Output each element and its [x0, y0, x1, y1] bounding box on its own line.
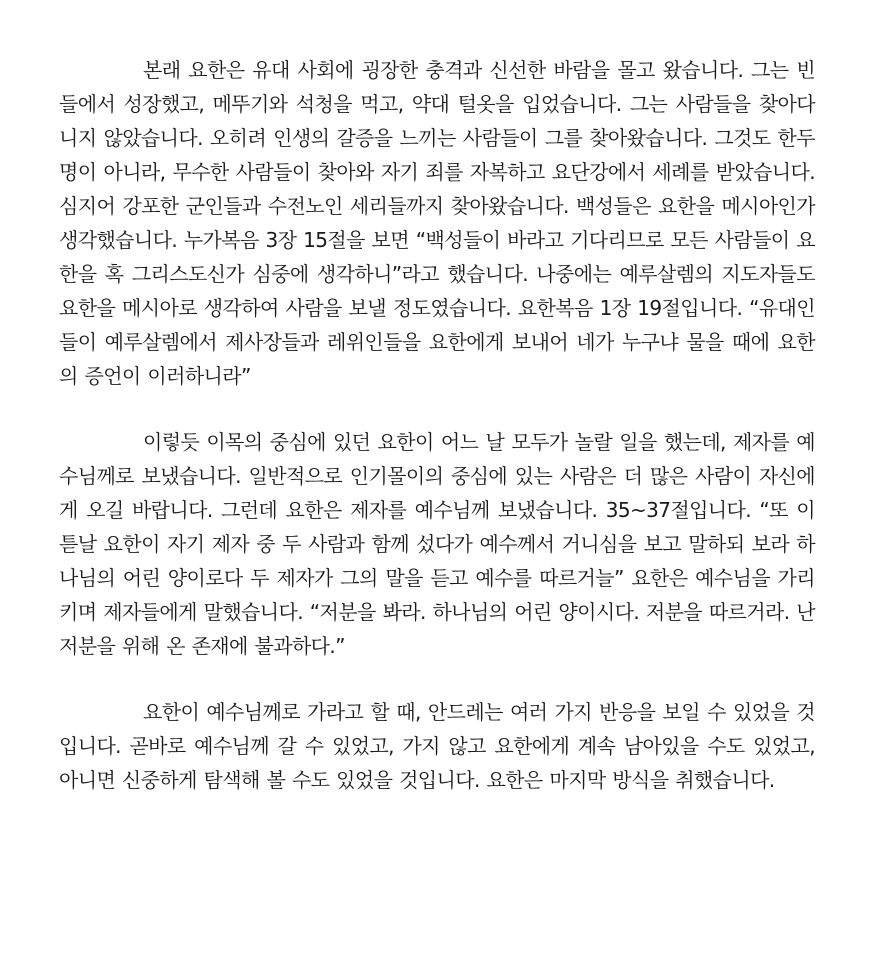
paragraph-1: 본래 요한은 유대 사회에 굉장한 충격과 신선한 바람을 몰고 왔습니다. 그는 빈 들에서 성장했고, 메뚜기와 석청을 먹고, 약대 털옷을 입었습니다. 그는 사람들을 찾아다니지 않았습니다. 오히려 인생의 갈증을 느끼는 사람들이 그를 찾아왔습니다. 그것도 한두 명이 아니라, 무수한 사람들이 찾아와 자기 죄를 자복하고 요단강에서 세례를 받았습니다. 심지어 강포한 군인들과 수전노인 세리들까지 찾아왔습니다. 백성들은 요한을 메시아인가 생각했습니다. 누가복음 3장 15절을 보면 “백성들이 바라고 기다리므로 모든 사람들이 요한을 혹 그리스도신가 심중에 생각하니”라고 했습니다. 나중에는 예루살렘의 지도자들도 요한을 메시아로 생각하여 사람을 보낼 정도였습니다. 요한복음 1장 19절입니다. “유대인들이 예루살렘에서 제사장들과 레위인들을 요한에게 보내어 네가 누구냐 물을 때에 요한의 증언이 이러하니라”: [59, 58, 815, 388]
document-page: [59, 53, 815, 797]
paragraph-3: 요한이 예수님께로 가라고 할 때, 안드레는 여러 가지 반응을 보일 수 있었을 것입니다. 곧바로 예수님께 갈 수 있었고, 가지 않고 요한에게 계속 남아있을 수도 있었고, 아니면 신중하게 탐색해 볼 수도 있었을 것입니다. 요한은 마지막 방식을 취했습니다.: [59, 700, 815, 792]
paragraph-2: 이렇듯 이목의 중심에 있던 요한이 어느 날 모두가 놀랄 일을 했는데, 제자를 예수님께로 보냈습니다. 일반적으로 인기몰이의 중심에 있는 사람은 더 많은 사람이 자신에게 오길 바랍니다. 그런데 요한은 제자를 예수님께 보냈습니다. 35~37절입니다. “또 이튿날 요한이 자기 제자 중 두 사람과 함께 섰다가 예수께서 거니심을 보고 말하되 보라 하나님의 어린 양이로다 두 제자가 그의 말을 듣고 예수를 따르거늘” 요한은 예수님을 가리키며 제자들에게 말했습니다. “저분을 봐라. 하나님의 어린 양이시다. 저분을 따르거라. 난 저분을 위해 온 존재에 불과하다.”: [59, 430, 815, 658]
